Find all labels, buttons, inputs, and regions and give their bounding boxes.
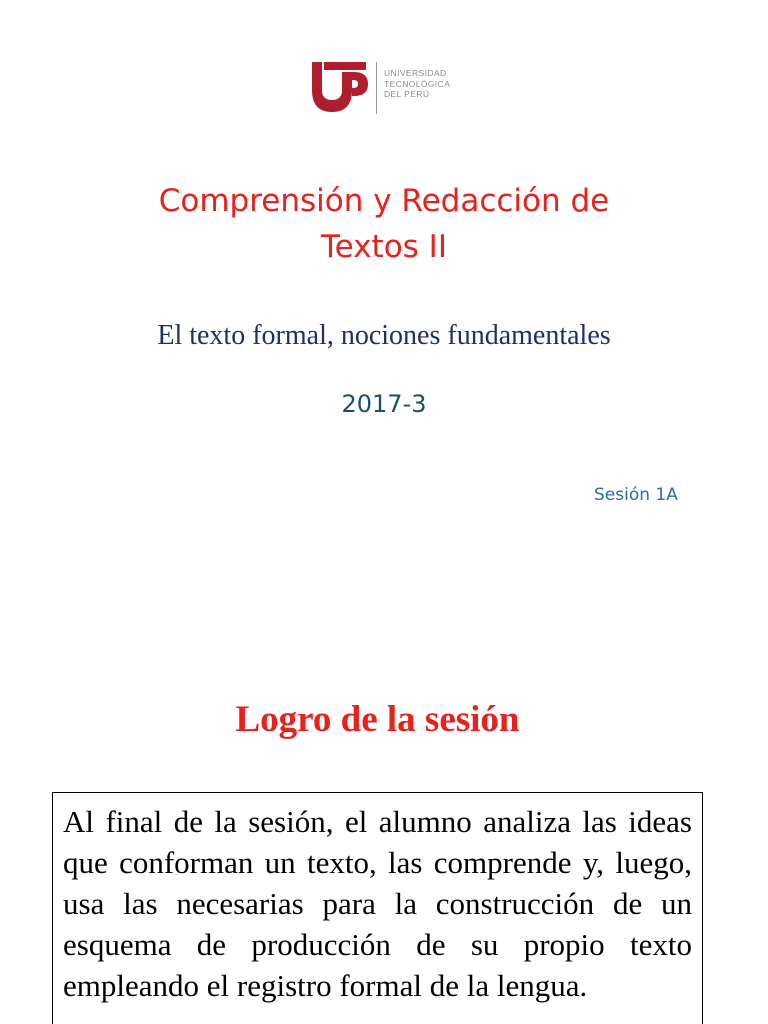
goal-box: [52, 792, 703, 1024]
academic-period: 2017-3: [341, 390, 427, 418]
course-title: [0, 178, 768, 270]
logo-line-2: TECNOLÓGICA: [384, 78, 451, 89]
logo-divider: [376, 62, 377, 114]
logo-line-3: DEL PERÚ: [384, 89, 430, 99]
logo-line-1: UNIVERSIDAD: [384, 68, 447, 78]
course-title-line-2: Textos II: [321, 229, 447, 265]
utp-logo: [308, 56, 468, 118]
goal-text: Al final de la sesión, el alumno analiza las ideas que conforman un texto, las comprende y, luego, usa las necesarias para la construcción de un esquema de producción de su propio texto empleando el registro formal de la lengua.: [63, 804, 692, 1003]
topic-subtitle: El texto formal, nociones fundamentales: [157, 320, 611, 351]
course-title-line-1: Comprensión y Redacción de: [158, 183, 610, 219]
session-label: Sesión 1A: [594, 485, 678, 505]
goal-slide: [0, 576, 768, 1024]
goal-heading: Logro de la sesión: [235, 699, 520, 740]
logo-wordmark: [384, 68, 450, 100]
utp-logo-icon: [308, 58, 372, 116]
